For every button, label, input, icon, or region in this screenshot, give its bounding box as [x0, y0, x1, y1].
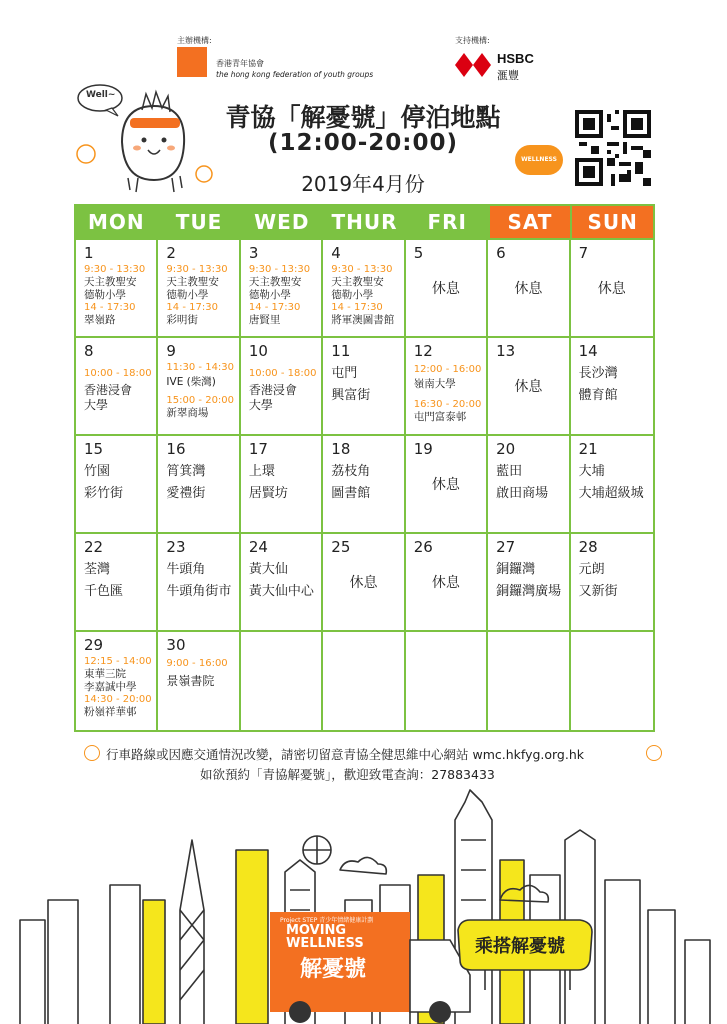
time-slot: 9:00 - 16:00	[166, 658, 228, 669]
time-slot: 9:30 - 13:30	[84, 264, 146, 275]
location: 新翠商場	[166, 407, 209, 419]
location-line-1: 銅鑼灣	[496, 562, 536, 577]
day-cell	[76, 338, 158, 436]
day-cell-empty	[241, 632, 323, 730]
day-number: 17	[248, 440, 268, 458]
day-number: 15	[84, 440, 104, 458]
location-line-2: 啟田商場	[496, 486, 549, 501]
time-slot: 11:30 - 14:30	[166, 362, 235, 373]
day-number: 30	[166, 636, 186, 654]
calendar-body	[76, 240, 653, 730]
location: 李嘉誠中學	[84, 681, 137, 693]
day-cell	[488, 534, 570, 632]
location: 唐賢里	[248, 314, 281, 326]
day-cell	[158, 338, 240, 436]
day-number: 1	[84, 244, 94, 262]
location: 德勒小學	[84, 289, 126, 301]
location: 德勒小學	[331, 289, 374, 301]
time-slot: 14 - 17:30	[331, 302, 383, 313]
location-line-2: 大埔超級城	[578, 486, 644, 501]
day-cell	[241, 436, 323, 534]
location-line-2: 居賢坊	[248, 486, 288, 501]
day-number: 2	[166, 244, 176, 262]
day-number: 3	[248, 244, 259, 262]
day-cell	[76, 534, 158, 632]
time-slot: 14 - 17:30	[84, 302, 136, 313]
location: 大學	[248, 398, 273, 412]
location-line-2: 彩竹街	[84, 486, 124, 501]
wellness-badge	[515, 145, 563, 175]
location-line-1: 竹園	[84, 464, 111, 479]
day-number: 16	[166, 440, 186, 458]
location: 香港浸會	[248, 383, 297, 397]
mascot-bubble-text: Well~	[86, 90, 116, 100]
day-cell-empty	[488, 632, 570, 730]
location-line-2: 牛頭角街市	[166, 584, 232, 599]
time-slot: 10:00 - 18:00	[84, 368, 152, 379]
location-line-2: 黃大仙中心	[248, 584, 314, 599]
closed-label: 休息	[431, 477, 460, 493]
day-cell	[76, 436, 158, 534]
header-sat: SAT	[490, 206, 573, 238]
day-cell	[323, 534, 405, 632]
day-number: 21	[578, 440, 598, 458]
truck-project-tag: Project STEP 青少年情緒健康計劃	[280, 917, 374, 924]
location: 嶺南大學	[413, 378, 456, 390]
organizer-label: 主辦機構:	[177, 36, 212, 45]
day-cell	[488, 338, 570, 436]
location: 粉嶺祥華邨	[84, 706, 137, 718]
header-wed: WED	[241, 206, 324, 238]
time-slot: 14 - 17:30	[166, 302, 218, 313]
day-number: 13	[496, 342, 516, 360]
sign-text: 乘搭解憂號	[475, 936, 565, 957]
time-slot: 9:30 - 13:30	[331, 264, 393, 275]
closed-label: 休息	[514, 281, 543, 297]
month-label: 2019年4月份	[301, 172, 425, 196]
day-number: 4	[331, 244, 341, 262]
location-line-2: 千色匯	[84, 584, 124, 599]
time-slot: 9:30 - 13:30	[166, 264, 228, 275]
truck-title-1: MOVING	[286, 923, 347, 938]
location: 天主教聖安	[248, 276, 302, 288]
location-line-1: 藍田	[496, 464, 523, 479]
day-cell	[571, 240, 653, 338]
closed-label: 休息	[597, 281, 626, 297]
day-cell	[323, 240, 405, 338]
location-line-1: 元朗	[578, 562, 605, 577]
time-slot: 16:30 - 20:00	[413, 399, 482, 410]
smiley-icon	[646, 745, 662, 761]
day-number: 18	[331, 440, 351, 458]
truck-title-cn: 解憂號	[300, 957, 367, 982]
location-line-2: 又新街	[578, 584, 618, 599]
location-line-2: 銅鑼灣廣場	[496, 584, 562, 599]
day-cell-empty	[323, 632, 405, 730]
booking-info: 如欲預約「青協解憂號」，歡迎致電查詢：27883433	[200, 767, 495, 782]
location: 東華三院	[84, 668, 126, 680]
location: 天主教聖安	[331, 276, 384, 288]
organizer-name-cn: 香港青年協會	[216, 59, 264, 68]
day-cell	[158, 632, 240, 730]
location-line-2: 興富街	[331, 388, 371, 403]
day-number: 23	[166, 538, 186, 556]
time-slot: 12:00 - 16:00	[413, 364, 482, 375]
location-line-2: 體育館	[578, 388, 618, 403]
time-slot: 14:30 - 20:00	[84, 694, 152, 705]
smiley-icon	[84, 745, 100, 761]
header-sun: SUN	[572, 206, 653, 238]
day-number: 7	[578, 244, 589, 262]
page-subtitle: (12:00-20:00)	[268, 130, 458, 156]
location-line-1: 大埔	[578, 464, 605, 479]
location: 大學	[84, 398, 109, 412]
day-number: 6	[496, 244, 506, 262]
closed-label: 休息	[431, 281, 460, 297]
day-cell	[323, 338, 405, 436]
day-number: 10	[248, 342, 268, 360]
location-line-2: 愛禮街	[166, 486, 206, 501]
location: 德勒小學	[166, 289, 209, 301]
hkfyg-logo	[177, 47, 207, 77]
location-line-1: 牛頭角	[166, 562, 206, 577]
location: 天主教聖安	[166, 276, 219, 288]
time-slot: 9:30 - 13:30	[248, 264, 311, 275]
location: 屯門富泰邨	[413, 411, 467, 423]
location: 景嶺書院	[166, 674, 215, 688]
header-tue: TUE	[159, 206, 242, 238]
day-cell	[571, 338, 653, 436]
time-slot: 12:15 - 14:00	[84, 656, 152, 667]
day-cell	[406, 534, 488, 632]
day-cell	[488, 240, 570, 338]
closed-label: 休息	[349, 575, 378, 591]
closed-label: 休息	[431, 575, 460, 591]
location-line-1: 上環	[248, 464, 275, 479]
page-title: 青協「解憂號」停泊地點	[225, 103, 501, 132]
sponsor-name-en: HSBC	[497, 51, 534, 66]
location: 天主教聖安	[84, 276, 137, 288]
day-cell	[323, 436, 405, 534]
hsbc-hexagon-logo	[455, 53, 491, 77]
day-cell	[241, 534, 323, 632]
day-number: 27	[496, 538, 516, 556]
day-cell	[406, 240, 488, 338]
location-line-1: 黃大仙	[248, 562, 288, 577]
day-cell-empty	[571, 632, 653, 730]
day-number: 11	[331, 342, 351, 360]
day-cell	[158, 436, 240, 534]
header-mon: MON	[76, 206, 159, 238]
day-number: 8	[84, 342, 94, 360]
day-cell	[488, 436, 570, 534]
location: 將軍澳圖書館	[331, 314, 395, 326]
day-number: 12	[413, 342, 433, 360]
location-line-1: 長沙灣	[578, 366, 618, 381]
day-cell	[571, 436, 653, 534]
day-cell	[241, 338, 323, 436]
calendar-header-row	[76, 206, 653, 240]
day-cell	[158, 240, 240, 338]
day-cell	[76, 632, 158, 730]
location: 香港浸會	[84, 383, 133, 397]
location: 翠嶺路	[84, 314, 116, 326]
header-fri: FRI	[407, 206, 490, 238]
day-cell	[406, 338, 488, 436]
location-line-2: 圖書館	[331, 486, 371, 501]
day-cell	[571, 534, 653, 632]
truck-title-2: WELLNESS	[286, 936, 364, 951]
sponsor-label: 支持機構:	[455, 36, 490, 45]
location-line-1: 筲箕灣	[166, 464, 206, 479]
day-number: 20	[496, 440, 516, 458]
day-cell-empty	[406, 632, 488, 730]
location-line-1: 屯門	[331, 366, 358, 381]
qr-code[interactable]	[575, 110, 651, 186]
sponsor-name-cn: 滙豐	[497, 69, 519, 82]
day-number: 22	[84, 538, 104, 556]
closed-label: 休息	[514, 379, 543, 395]
organizer-name-en: the hong kong federation of youth groups	[216, 70, 374, 79]
day-number: 28	[578, 538, 598, 556]
day-number: 9	[166, 342, 176, 360]
route-notice: 行車路線或因應交通情況改變，請密切留意青協全健思維中心網站 wmc.hkfyg.org.hk	[106, 747, 585, 762]
day-number: 5	[413, 244, 424, 262]
day-cell	[241, 240, 323, 338]
day-number: 19	[413, 440, 433, 458]
day-number: 14	[578, 342, 598, 360]
location: 德勒小學	[248, 289, 291, 301]
calendar-table	[74, 204, 655, 732]
day-number: 25	[331, 538, 351, 556]
city-skyline-illustration	[0, 780, 727, 1024]
organizer-name	[216, 58, 373, 80]
day-cell	[76, 240, 158, 338]
wellness-badge-text: WELLNESS	[521, 156, 557, 163]
location-line-1: 荔枝角	[331, 464, 371, 479]
day-number: 24	[248, 538, 268, 556]
time-slot: 14 - 17:30	[248, 302, 301, 313]
location: 彩明街	[166, 314, 198, 326]
day-cell	[158, 534, 240, 632]
day-cell	[406, 436, 488, 534]
location-line-1: 荃灣	[84, 562, 111, 577]
day-number: 26	[413, 538, 433, 556]
time-slot: 15:00 - 20:00	[166, 395, 235, 406]
header-thur: THUR	[324, 206, 407, 238]
day-number: 29	[84, 636, 104, 654]
location: IVE (柴灣)	[166, 376, 216, 388]
time-slot: 10:00 - 18:00	[248, 368, 317, 379]
